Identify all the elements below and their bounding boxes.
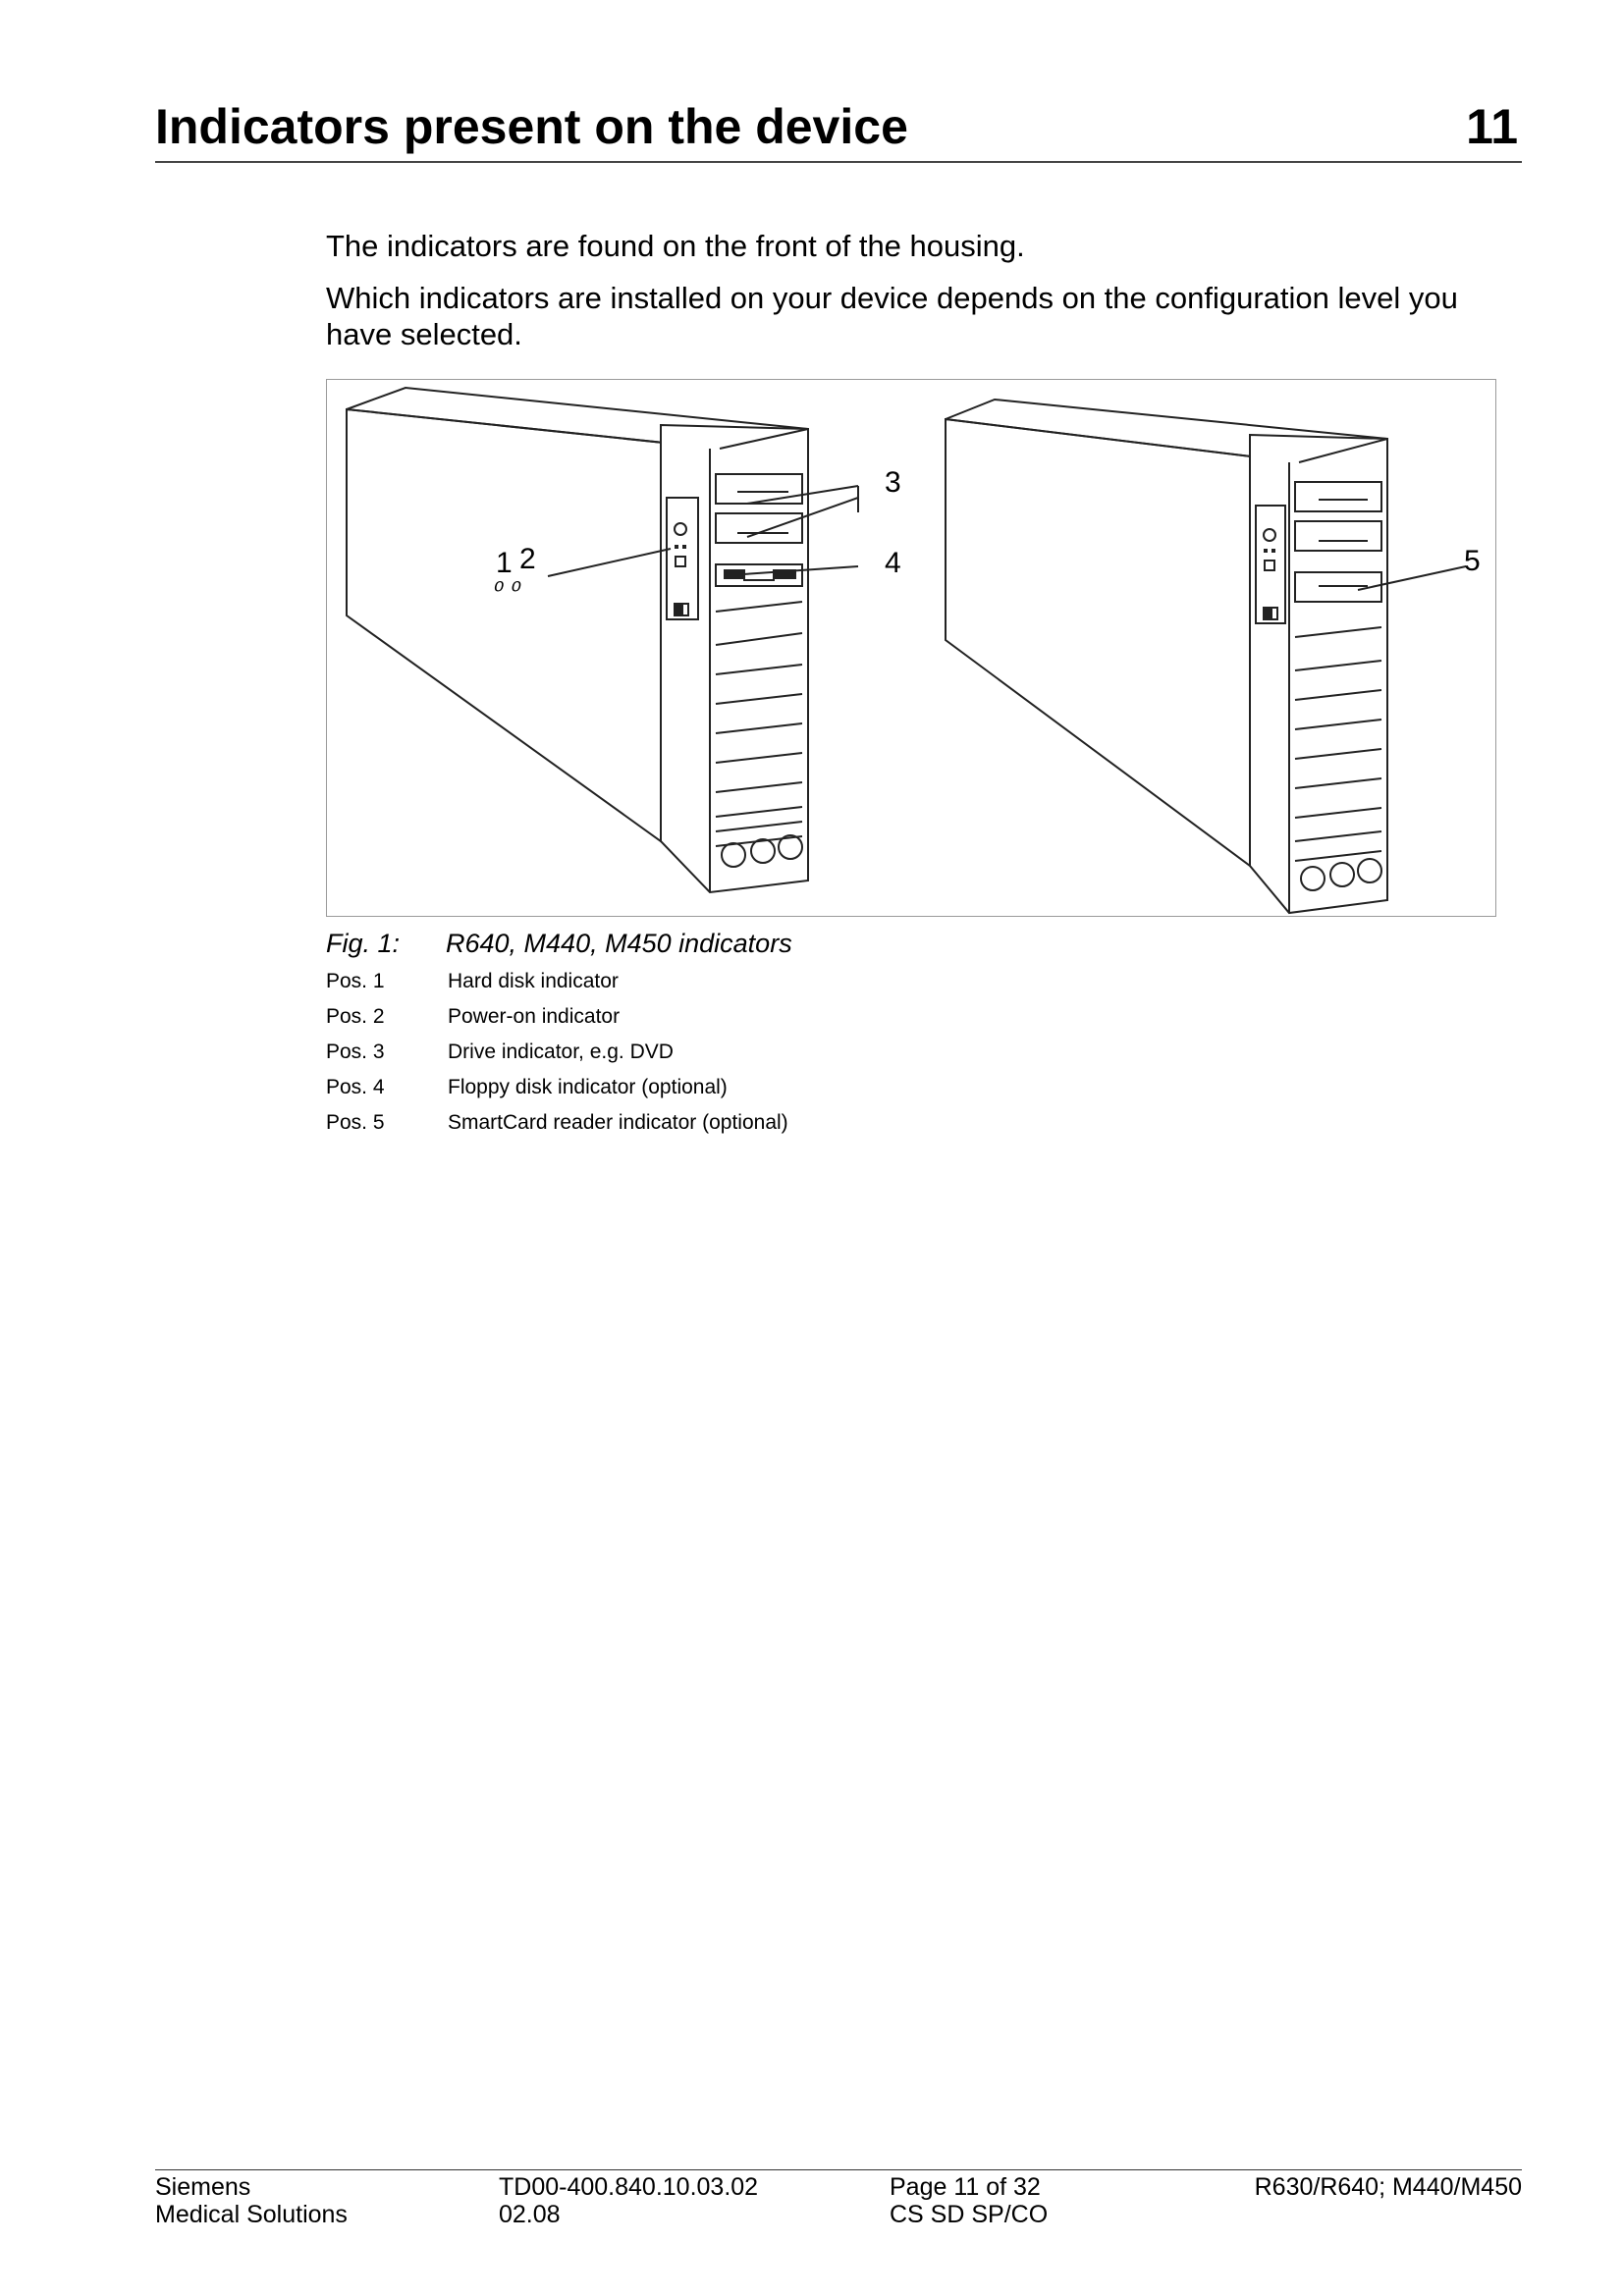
caption-number: Fig. 1:	[326, 929, 401, 958]
legend-pos: Pos. 4	[326, 1076, 385, 1098]
legend-item	[326, 1105, 1308, 1141]
legend-text: SmartCard reader indicator (optional)	[448, 1111, 788, 1134]
config-paragraph: Which indicators are installed on your device depends on the configuration level you have selected.	[326, 281, 1458, 351]
legend-text: Hard disk indicator	[448, 970, 619, 992]
legend-item	[326, 964, 1308, 999]
intro-paragraph: The indicators are found on the front of the housing.	[326, 229, 1025, 263]
footer-company-division: Medical Solutions	[155, 2201, 348, 2228]
legend-item	[326, 999, 1308, 1035]
device-figure	[326, 379, 1496, 917]
page-header	[155, 98, 1522, 163]
footer-document-number: TD00-400.840.10.03.02	[499, 2173, 759, 2201]
legend-pos: Pos. 5	[326, 1111, 385, 1134]
footer-model-list: R630/R640; M440/M450	[1254, 2173, 1522, 2201]
pc-tower-illustration	[327, 380, 1495, 916]
footer-company	[155, 2173, 348, 2228]
footer-page	[890, 2173, 1048, 2228]
legend-pos: Pos. 2	[326, 1005, 385, 1028]
position-legend	[326, 964, 1308, 1141]
led-symbols: ⁰ ⁰	[494, 576, 522, 606]
legend-text: Power-on indicator	[448, 1005, 621, 1028]
callout-2: 2	[519, 543, 536, 575]
footer-department: CS SD SP/CO	[890, 2201, 1049, 2228]
callout-1: 1	[496, 547, 513, 579]
callout-3: 3	[885, 466, 901, 499]
figure-caption	[326, 929, 792, 959]
legend-pos: Pos. 3	[326, 1041, 385, 1063]
footer-divider	[155, 2169, 1522, 2170]
legend-item	[326, 1035, 1308, 1070]
callout-4: 4	[885, 547, 901, 579]
callout-5: 5	[1464, 545, 1481, 577]
caption-text: R640, M440, M450 indicators	[446, 929, 792, 958]
footer-page-number: Page 11 of 32	[890, 2173, 1041, 2201]
legend-text: Floppy disk indicator (optional)	[448, 1076, 728, 1098]
legend-text: Drive indicator, e.g. DVD	[448, 1041, 674, 1063]
footer-document	[499, 2173, 758, 2228]
chapter-number: 11	[1466, 99, 1518, 154]
footer-company-name: Siemens	[155, 2173, 251, 2201]
legend-pos: Pos. 1	[326, 970, 385, 992]
page-title: Indicators present on the device	[155, 99, 908, 154]
right-tower	[946, 400, 1466, 913]
footer-document-date: 02.08	[499, 2201, 561, 2228]
legend-item	[326, 1070, 1308, 1105]
footer-models	[1255, 2173, 1522, 2201]
left-tower	[347, 388, 858, 892]
